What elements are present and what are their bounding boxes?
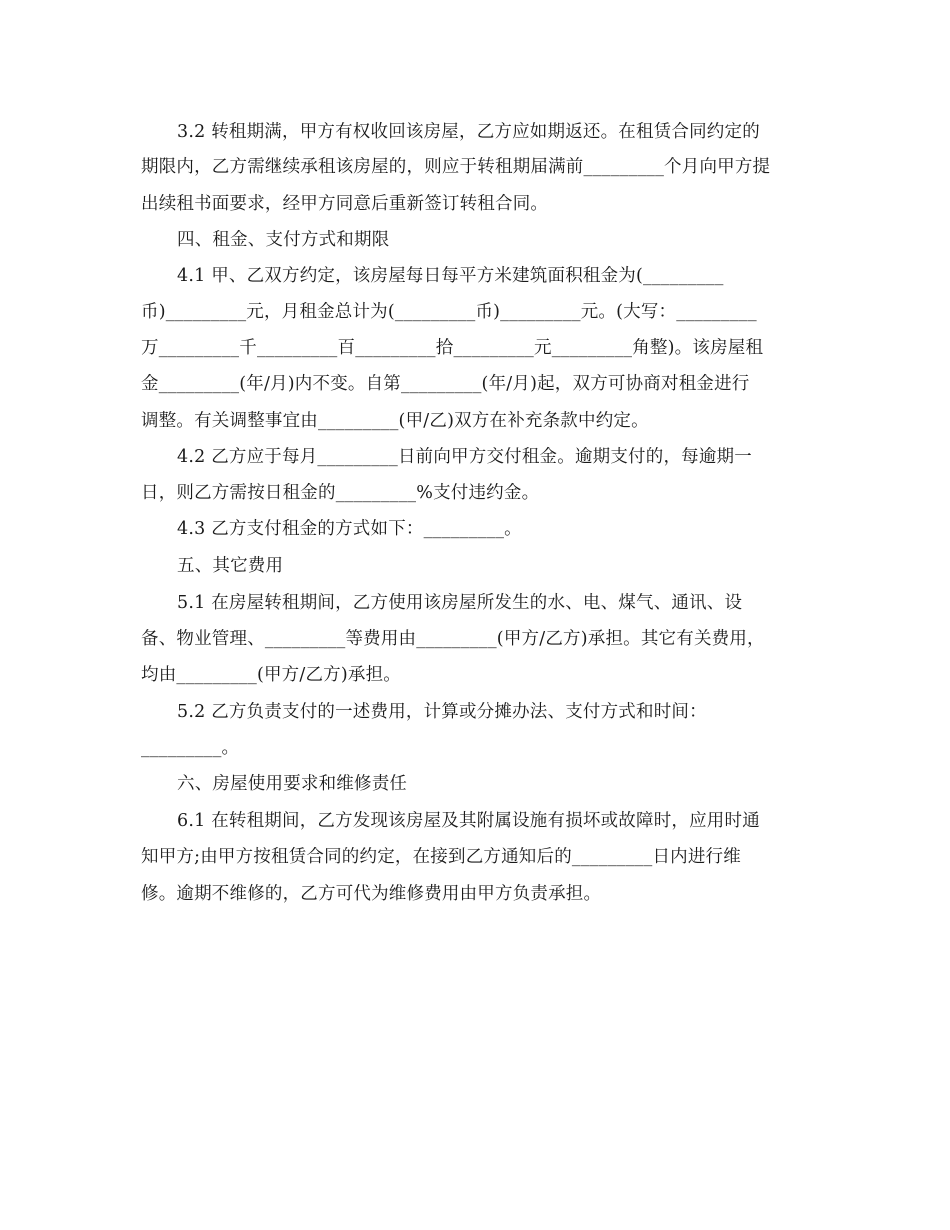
clause-6-1-line-3: 修。逾期不维修的，乙方可代为维修费用由甲方负责承担。 — [141, 884, 602, 904]
clause-4-2-line-2: 日，则乙方需按日租金的_________%支付违约金。 — [141, 483, 540, 503]
clause-5-1-line-2: 备、物业管理、_________等费用由_________(甲方/乙方)承担。其它有关费用， — [141, 629, 765, 649]
clause-3-2-line-3: 出续租书面要求，经甲方同意后重新签订转租合同。 — [141, 194, 549, 214]
clause-5-1-line-1: 5.1 在房屋转租期间，乙方使用该房屋所发生的水、电、煤气、通讯、设 — [177, 593, 743, 613]
clause-3-2-line-1: 3.2 转租期满，甲方有权收回该房屋，乙方应如期返还。在租赁合同约定的 — [177, 122, 760, 142]
clause-6-1-line-1: 6.1 在转租期间，乙方发现该房屋及其附属设施有损坏或故障时，应用时通 — [177, 811, 760, 831]
section-5-heading: 五、其它费用 — [177, 556, 284, 576]
clause-4-3-line-1: 4.3 乙方支付租金的方式如下：_________。 — [177, 519, 522, 539]
clause-5-1-line-3: 均由_________(甲方/乙方)承担。 — [141, 665, 402, 685]
section-4-heading: 四、租金、支付方式和期限 — [177, 230, 390, 250]
clause-5-2-line-2: _________。 — [141, 738, 240, 758]
clause-4-1-line-1: 4.1 甲、乙双方约定，该房屋每日每平方米建筑面积租金为(_________ — [177, 266, 724, 286]
clause-3-2-line-2: 期限内，乙方需继续承租该房屋的，则应于转租期届满前_________个月向甲方提 — [141, 157, 771, 177]
clause-4-1-line-2: 币)_________元，月租金总计为(_________币)_________元。(大写：_________ — [141, 302, 757, 322]
clause-5-2-line-1: 5.2 乙方负责支付的一述费用，计算或分摊办法、支付方式和时间： — [177, 702, 707, 722]
clause-4-1-line-3: 万_________千_________百_________拾_________元_________角整)。该房屋租 — [141, 338, 764, 358]
clause-4-1-line-4: 金_________(年/月)内不变。自第_________(年/月)起，双方可协商对租金进行 — [141, 374, 750, 394]
section-6-heading: 六、房屋使用要求和维修责任 — [177, 774, 408, 794]
clause-6-1-line-2: 知甲方;由甲方按租赁合同的约定，在接到乙方通知后的_________日内进行维 — [141, 847, 741, 867]
clause-4-1-line-5: 调整。有关调整事宜由_________(甲/乙)双方在补充条款中约定。 — [141, 411, 649, 431]
clause-4-2-line-1: 4.2 乙方应于每月_________日前向甲方交付租金。逾期支付的，每逾期一 — [177, 447, 752, 467]
